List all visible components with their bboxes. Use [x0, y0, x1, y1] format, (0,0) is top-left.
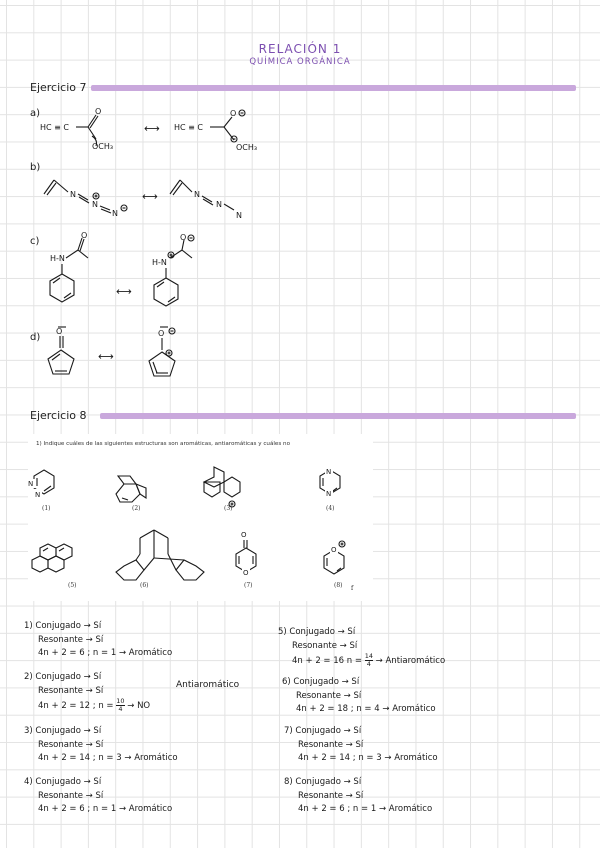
answer-5: 5) Conjugado → Sí Resonante → Sí 4n + 2 = 16 n = $\frac{14}{4}$ → Antiaromático: [278, 627, 446, 668]
part-b-structures: [40, 170, 260, 222]
svg-text:N: N: [326, 468, 332, 476]
page-subtitle: QUÍMICA ORGÁNICA: [249, 57, 351, 67]
part-c-left-amine: H-N: [50, 254, 65, 263]
svg-text:N: N: [194, 190, 200, 199]
svg-text:O: O: [81, 231, 88, 240]
svg-text:N: N: [236, 211, 242, 220]
answer-2: 2) Conjugado → Sí Resonante → Sí 4n + 2 = 12 ; n = $\frac{10}{4}$ → NO: [24, 672, 151, 713]
svg-text:O: O: [331, 546, 337, 554]
part-c-label: c): [30, 236, 40, 247]
structure-number-3: (3): [224, 505, 233, 512]
svg-text:N: N: [35, 491, 41, 499]
structure-number-8: (8): [334, 582, 343, 589]
antiaromatic-note: Antiaromático: [176, 680, 240, 690]
part-a-right-group: OCH₃: [236, 143, 258, 152]
exercise-7-bar: [91, 85, 576, 91]
svg-text:N: N: [112, 209, 118, 218]
answer-8: 8) Conjugado → Sí Resonante → Sí 4n + 2 = 6 ; n = 1 → Aromático: [284, 777, 433, 814]
answer-1: 1) Conjugado → Sí Resonante → Sí 4n + 2 = 6 ; n = 1 → Aromático: [24, 621, 173, 658]
svg-text:O: O: [56, 327, 63, 336]
answer-7: 7) Conjugado → Sí Resonante → Sí 4n + 2 = 14 ; n = 3 → Aromático: [284, 726, 438, 763]
svg-text:N: N: [70, 190, 76, 199]
part-b-arrow: ⟷: [142, 190, 158, 203]
svg-text:O: O: [180, 233, 187, 242]
part-a-left-formula: HC ≡ C: [40, 123, 69, 132]
part-d-structures: [44, 322, 194, 386]
exercise-8-bar: [100, 413, 576, 419]
answer-6: 6) Conjugado → Sí Resonante → Sí 4n + 2 = 18 ; n = 4 → Aromático: [282, 677, 436, 714]
part-a-left-group: OCH₃: [92, 142, 114, 151]
stray-mark: f: [351, 585, 354, 592]
question-text: 1) Indique cuáles de las siguientes estructuras son aromáticas, antiaromáticas y cuáles no: [36, 441, 291, 447]
exercise-8-label: Ejercicio 8: [30, 409, 87, 422]
answer-3: 3) Conjugado → Sí Resonante → Sí 4n + 2 = 14 ; n = 3 → Aromático: [24, 726, 178, 763]
answer-4: 4) Conjugado → Sí Resonante → Sí 4n + 2 = 6 ; n = 1 → Aromático: [24, 777, 173, 814]
svg-text:N: N: [216, 200, 222, 209]
part-d-label: d): [30, 332, 41, 343]
part-a-structures: [40, 108, 280, 154]
structure-number-4: (4): [326, 505, 335, 512]
structure-number-7: (7): [244, 582, 253, 589]
part-b-label: b): [30, 162, 41, 173]
exercise-7-label: Ejercicio 7: [30, 81, 87, 94]
aromaticity-structures: [28, 434, 373, 601]
svg-text:O: O: [241, 531, 247, 539]
svg-text:O: O: [230, 109, 237, 118]
svg-text:O: O: [243, 569, 249, 577]
question-panel: [28, 434, 373, 601]
part-c-structures: [44, 232, 224, 312]
svg-text:N: N: [326, 490, 332, 498]
structure-number-2: (2): [132, 505, 141, 512]
svg-text:N: N: [28, 480, 34, 488]
part-c-arrow: ⟷: [116, 285, 132, 298]
part-a-right-formula: HC ≡ C: [174, 123, 203, 132]
part-c-right-amine: H-N: [152, 258, 167, 267]
structure-number-5: (5): [68, 582, 77, 589]
svg-text:O: O: [158, 329, 165, 338]
part-a-label: a): [30, 108, 41, 119]
svg-text:N: N: [92, 200, 98, 209]
page-title: RELACIÓN 1: [258, 42, 342, 56]
structure-number-1: (1): [42, 505, 51, 512]
part-a-arrow: ⟷: [144, 122, 160, 135]
part-d-arrow: ⟷: [98, 350, 114, 363]
structure-number-6: (6): [140, 582, 149, 589]
svg-text:O: O: [95, 107, 102, 116]
